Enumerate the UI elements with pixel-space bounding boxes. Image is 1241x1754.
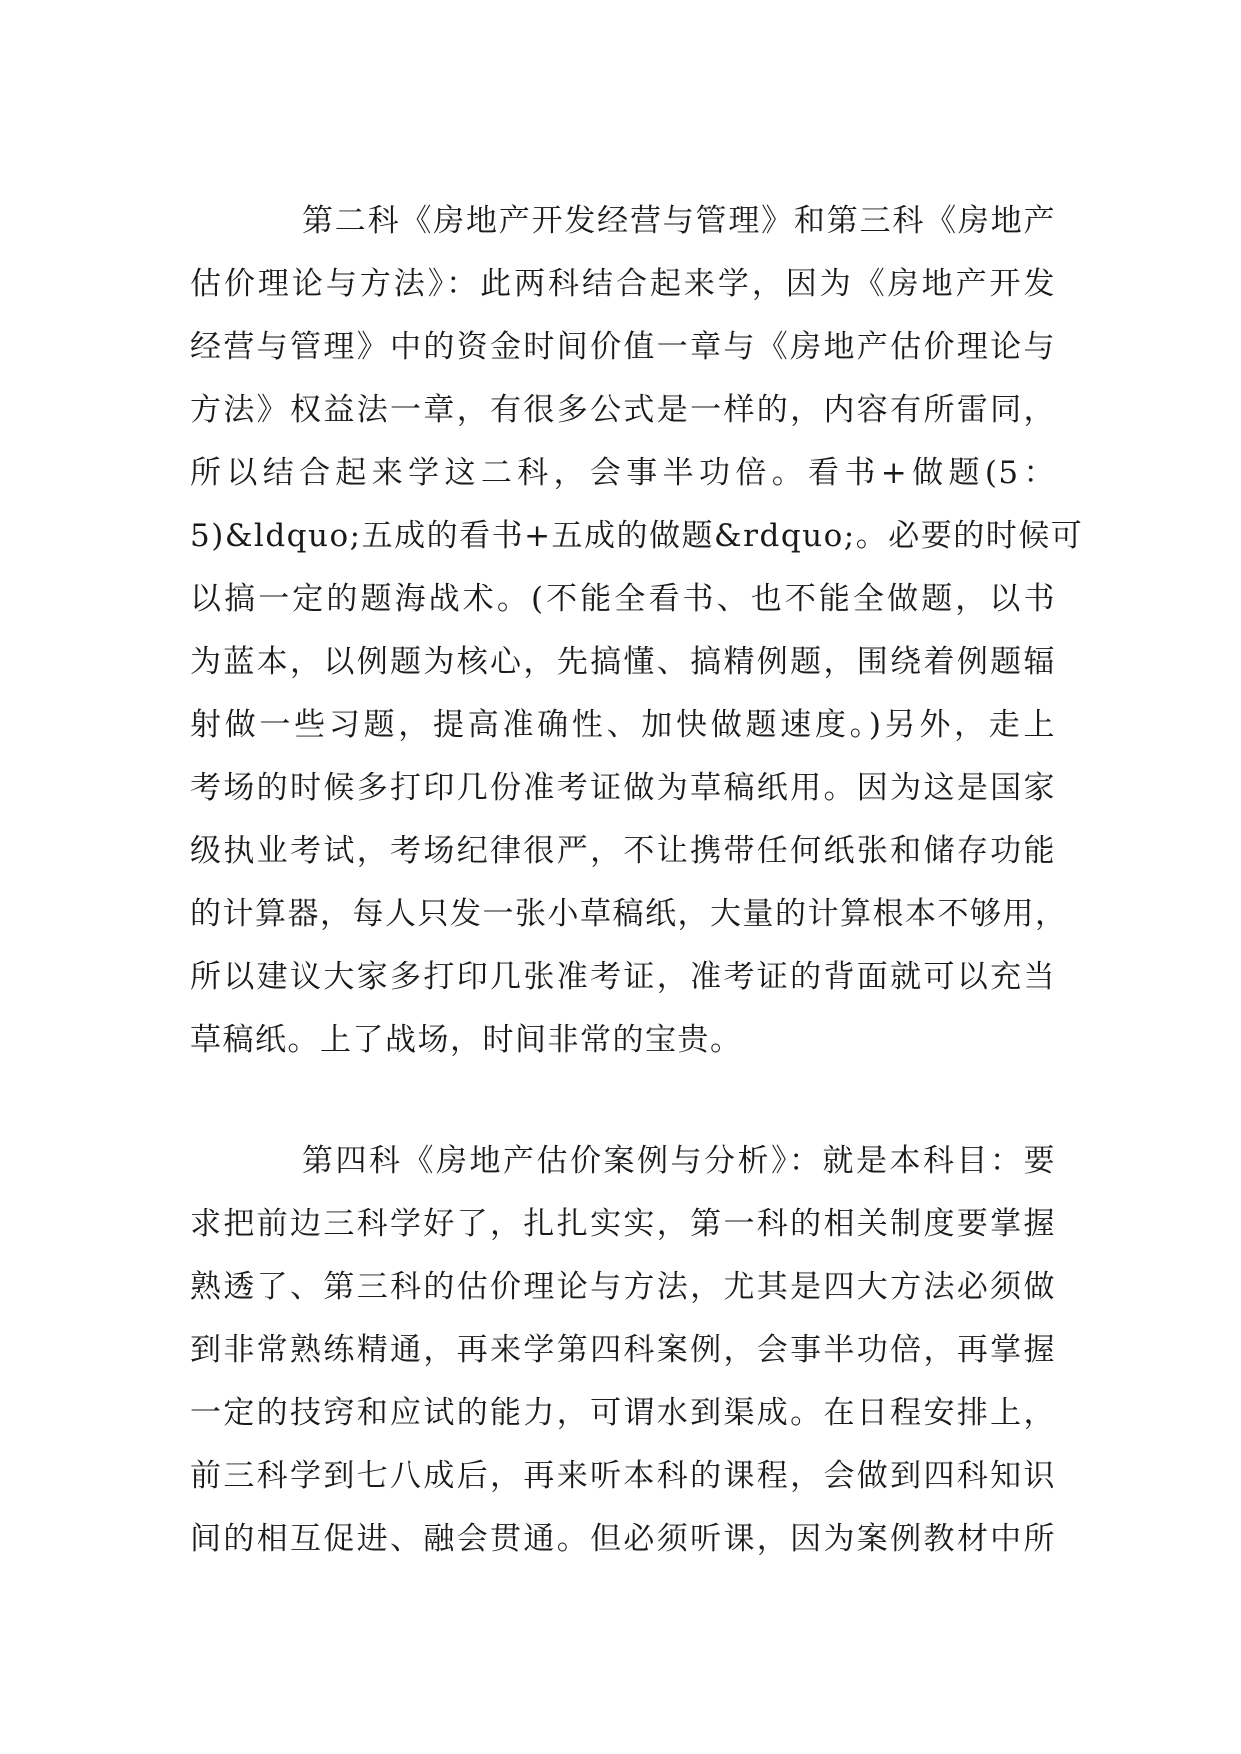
text-line: 一定的技窍和应试的能力，可谓水到渠成。在日程安排上，: [190, 1395, 1056, 1431]
text-line: 第二科《房地产开发经营与管理》和第三科《房地产: [302, 203, 1056, 239]
text-line: 的计算器，每人只发一张小草稿纸，大量的计算根本不够用，: [190, 896, 1068, 932]
text-line: 射做一些习题，提高准确性、加快做题速度。)另外，走上: [190, 707, 1056, 743]
text-line: 熟透了、第三科的估价理论与方法，尤其是四大方法必须做: [190, 1269, 1056, 1305]
text-line: 间的相互促进、融会贯通。但必须听课，因为案例教材中所: [190, 1521, 1056, 1557]
text-line: 为蓝本，以例题为核心，先搞懂、搞精例题，围绕着例题辐: [190, 644, 1056, 680]
text-line: 方法》权益法一章，有很多公式是一样的，内容有所雷同，: [190, 392, 1056, 428]
text-line: 所以结合起来学这二科，会事半功倍。看书+做题(5：: [190, 455, 1056, 491]
text-line: 考场的时候多打印几份准考证做为草稿纸用。因为这是国家: [190, 770, 1056, 806]
text-line: 经营与管理》中的资金时间价值一章与《房地产估价理论与: [190, 329, 1056, 365]
text-line: 以搞一定的题海战术。(不能全看书、也不能全做题，以书: [190, 581, 1056, 617]
paragraph-subject-four: [190, 1130, 1056, 1571]
paragraph-subjects-two-three: [190, 190, 1084, 1072]
text-line: 到非常熟练精通，再来学第四科案例，会事半功倍，再掌握: [190, 1332, 1056, 1368]
text-line-last: 草稿纸。上了战场，时间非常的宝贵。: [190, 1022, 743, 1058]
text-line: 5)&ldquo;五成的看书+五成的做题&rdquo;。必要的时候可: [190, 518, 1084, 554]
text-line: 所以建议大家多打印几张准考证，准考证的背面就可以充当: [190, 959, 1056, 995]
text-line: 级执业考试，考场纪律很严，不让携带任何纸张和储存功能: [190, 833, 1056, 869]
text-line: 第四科《房地产估价案例与分析》：就是本科目：要: [302, 1143, 1056, 1179]
text-line: 求把前边三科学好了，扎扎实实，第一科的相关制度要掌握: [190, 1206, 1056, 1242]
text-line: 前三科学到七八成后，再来听本科的课程，会做到四科知识: [190, 1458, 1056, 1494]
text-line: 估价理论与方法》：此两科结合起来学，因为《房地产开发: [190, 266, 1056, 302]
